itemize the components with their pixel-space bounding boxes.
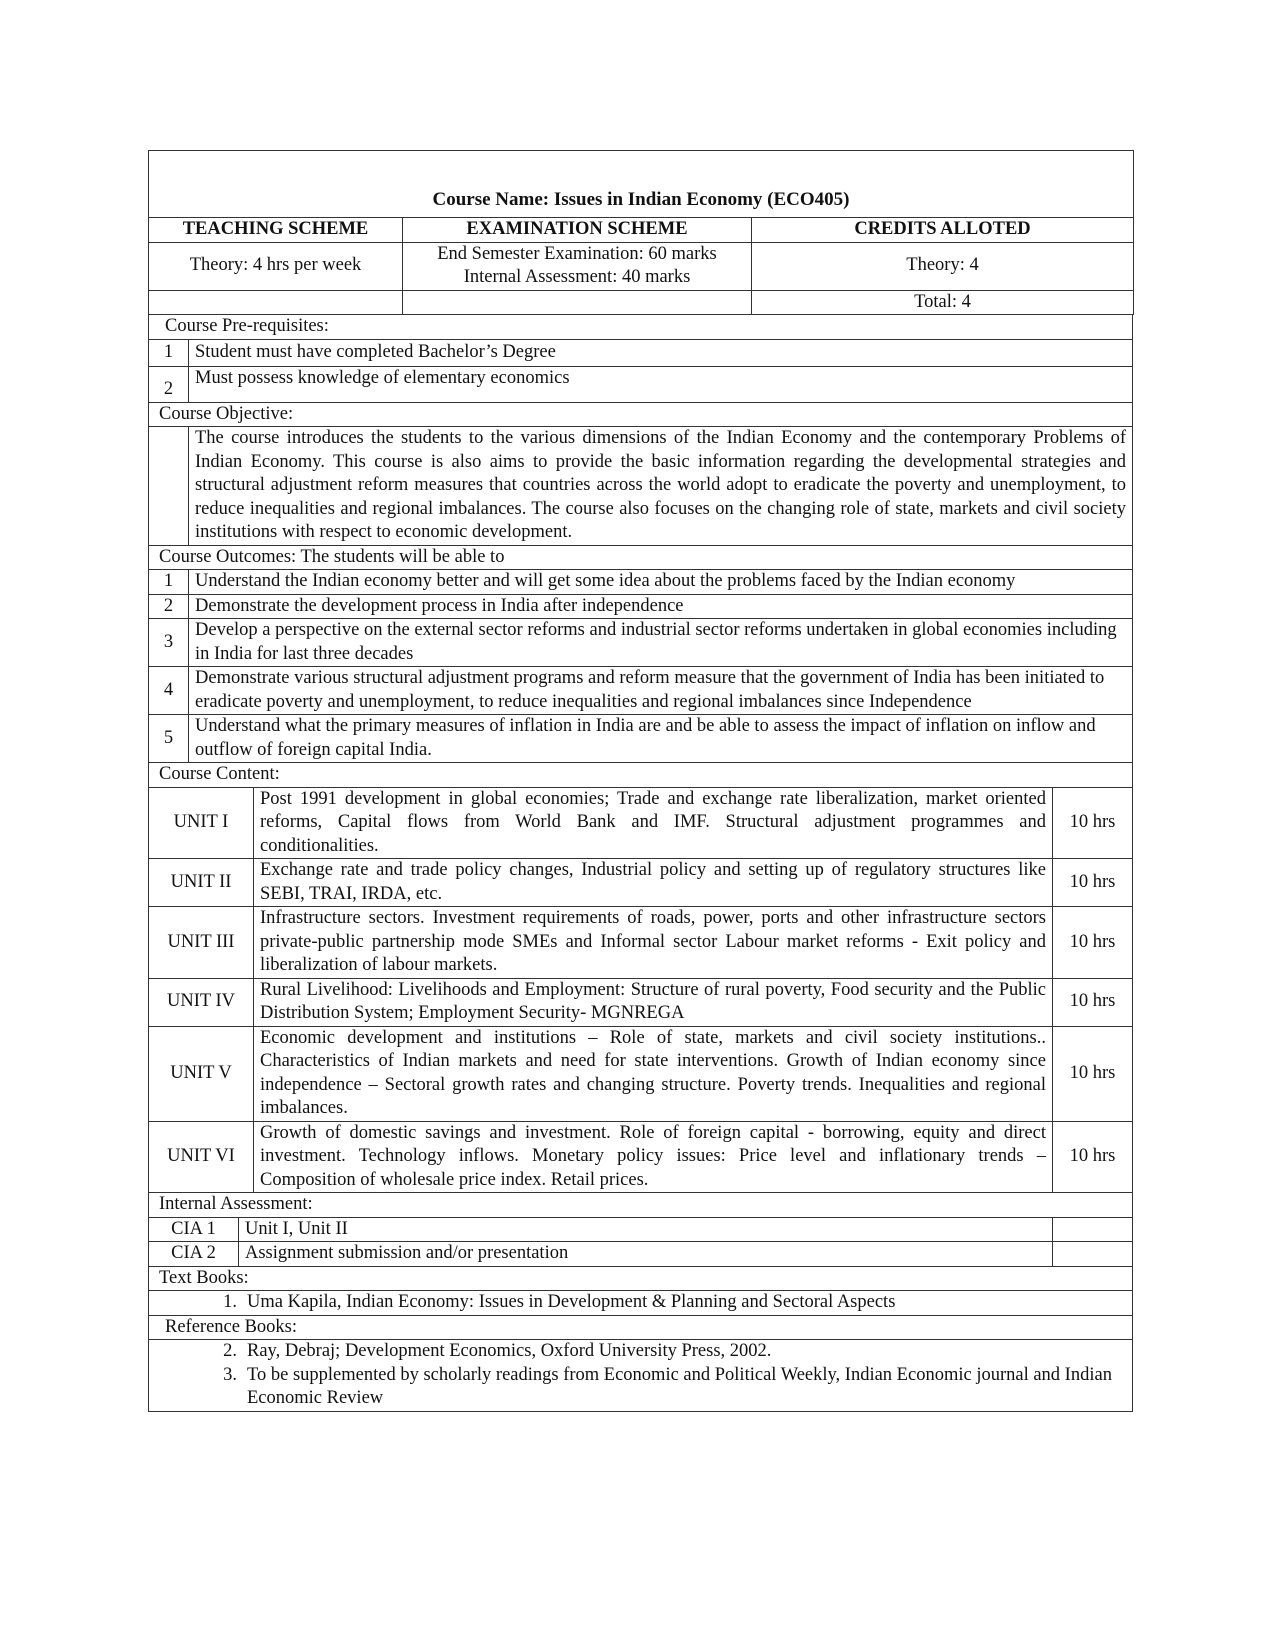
- objective-label: Course Objective:: [149, 402, 1133, 427]
- outcome-text: Understand what the primary measures of inflation in India are and be able to assess the impact of inflation on inflow and outflow of foreign capital India.: [189, 715, 1133, 763]
- outcomes-label: Course Outcomes: The students will be able to: [149, 545, 1133, 570]
- content-label: Course Content:: [149, 763, 1133, 788]
- prereq-text: Student must have completed Bachelor’s Degree: [189, 339, 1133, 366]
- unit-hours: 10 hrs: [1053, 978, 1133, 1026]
- objective-text: The course introduces the students to the various dimensions of the Indian Economy and the contemporary Problems of Indian Economy. This course is also aims to provide the basic information regarding the developmental strategies and structural adjustment reform measures that countries across the world adopt to eradicate the poverty and unemployment, to reduce inequalities and regional imbalances. The course also focuses on the changing role of state, markets and civil society institutions with respect to economic development.: [189, 427, 1133, 546]
- outcomes-table: [148, 545, 1133, 764]
- prereq-text: Must possess knowledge of elementary economics: [189, 366, 1133, 402]
- outcome-number: 4: [149, 667, 189, 715]
- empty-cell: [1052, 1242, 1132, 1267]
- books-table: [148, 1266, 1133, 1412]
- assessment-table: [148, 1192, 1133, 1267]
- outcome-number: 1: [149, 570, 189, 595]
- cia-name: CIA 1: [149, 1217, 239, 1242]
- unit-name: UNIT III: [149, 907, 254, 979]
- unit-name: UNIT II: [149, 859, 254, 907]
- unit-content: Rural Livelihood: Livelihoods and Employment: Structure of rural poverty, Food security and the Public Distribution System; Employment Security- MGNREGA: [254, 978, 1053, 1026]
- credits-total: Total: 4: [752, 290, 1134, 315]
- prereq-number: 2: [149, 366, 189, 402]
- reference-books-label: Reference Books:: [149, 1315, 1133, 1340]
- prereq-number: 1: [149, 339, 189, 366]
- examination-scheme-header: EXAMINATION SCHEME: [403, 218, 752, 243]
- scheme-table: [148, 150, 1134, 315]
- outcome-number: 2: [149, 594, 189, 619]
- exam-scheme: [403, 242, 752, 290]
- unit-content: Post 1991 development in global economies; Trade and exchange rate liberalization, market oriented reforms, Capital flows from World Bank and IMF. Structural adjustment programmes and conditionalities.: [254, 787, 1053, 859]
- text-books-label: Text Books:: [149, 1266, 1133, 1291]
- empty-cell: [149, 427, 189, 546]
- reference-book-item: [149, 1340, 1133, 1412]
- cia-name: CIA 2: [149, 1242, 239, 1267]
- syllabus-document: [148, 150, 1133, 1412]
- unit-content: Economic development and institutions – Role of state, markets and civil society institutions.. Characteristics of Indian markets and need for state interventions. Growth of Indian economy since independence – Sectoral growth rates and changing structure. Poverty trends. Inequalities and regional imbalances.: [254, 1026, 1053, 1121]
- unit-name: UNIT VI: [149, 1121, 254, 1193]
- book-text: To be supplemented by scholarly readings from Economic and Political Weekly, Indian Economic journal and Indian Economic Review: [247, 1364, 1112, 1408]
- credits-theory: Theory: 4: [752, 242, 1134, 290]
- outcome-number: 5: [149, 715, 189, 763]
- end-sem-exam: End Semester Examination: 60 marks: [437, 243, 717, 264]
- cia-description: Assignment submission and/or presentation: [239, 1242, 1053, 1267]
- unit-hours: 10 hrs: [1053, 787, 1133, 859]
- unit-name: UNIT IV: [149, 978, 254, 1026]
- content-table: [148, 762, 1133, 1193]
- teaching-hours: Theory: 4 hrs per week: [149, 242, 403, 290]
- course-title: Course Name: Issues in Indian Economy (ECO405): [149, 151, 1134, 218]
- unit-name: UNIT I: [149, 787, 254, 859]
- unit-content: Growth of domestic savings and investment. Role of foreign capital - borrowing, equity and direct investment. Technology inflows. Monetary policy issues: Price level and inflationary trends – Composition of wholesale price index. Retail prices.: [254, 1121, 1053, 1193]
- unit-hours: 10 hrs: [1053, 859, 1133, 907]
- empty-cell: [149, 290, 403, 315]
- empty-cell: [403, 290, 752, 315]
- unit-hours: 10 hrs: [1053, 1026, 1133, 1121]
- outcome-text: Understand the Indian economy better and will get some idea about the problems faced by the Indian economy: [189, 570, 1133, 595]
- objective-table: [148, 402, 1133, 546]
- prerequisites-label: Course Pre-requisites:: [149, 315, 1133, 340]
- credits-header: CREDITS ALLOTED: [752, 218, 1134, 243]
- cia-description: Unit I, Unit II: [239, 1217, 1053, 1242]
- outcome-text: Develop a perspective on the external sector reforms and industrial sector reforms undertaken in global economies including in India for last three decades: [189, 619, 1133, 667]
- unit-name: UNIT V: [149, 1026, 254, 1121]
- book-number: 3.: [223, 1364, 237, 1385]
- outcome-text: Demonstrate the development process in India after independence: [189, 594, 1133, 619]
- unit-content: Infrastructure sectors. Investment requirements of roads, power, ports and other infrastructure sectors private-public partnership mode SMEs and Informal sector Labour market reforms - Exit policy and liberalization of labour markets.: [254, 907, 1053, 979]
- unit-hours: 10 hrs: [1053, 1121, 1133, 1193]
- book-text: Uma Kapila, Indian Economy: Issues in Development & Planning and Sectoral Aspects: [247, 1292, 896, 1312]
- assessment-label: Internal Assessment:: [149, 1193, 1133, 1218]
- teaching-scheme-header: TEACHING SCHEME: [149, 218, 403, 243]
- outcome-text: Demonstrate various structural adjustment programs and reform measure that the government of India has been initiated to eradicate poverty and unemployment, to reduce inequalities and regional imbalances since Independence: [189, 667, 1133, 715]
- internal-assessment-marks: Internal Assessment: 40 marks: [463, 267, 691, 287]
- empty-cell: [1052, 1217, 1132, 1242]
- book-text: Ray, Debraj; Development Economics, Oxford University Press, 2002.: [247, 1341, 772, 1361]
- unit-hours: 10 hrs: [1053, 907, 1133, 979]
- text-book-item: [149, 1291, 1133, 1316]
- unit-content: Exchange rate and trade policy changes, Industrial policy and setting up of regulatory structures like SEBI, TRAI, IRDA, etc.: [254, 859, 1053, 907]
- book-number: 2.: [223, 1341, 237, 1361]
- prerequisites-table: [148, 314, 1133, 403]
- book-number: 1.: [223, 1292, 237, 1312]
- outcome-number: 3: [149, 619, 189, 667]
